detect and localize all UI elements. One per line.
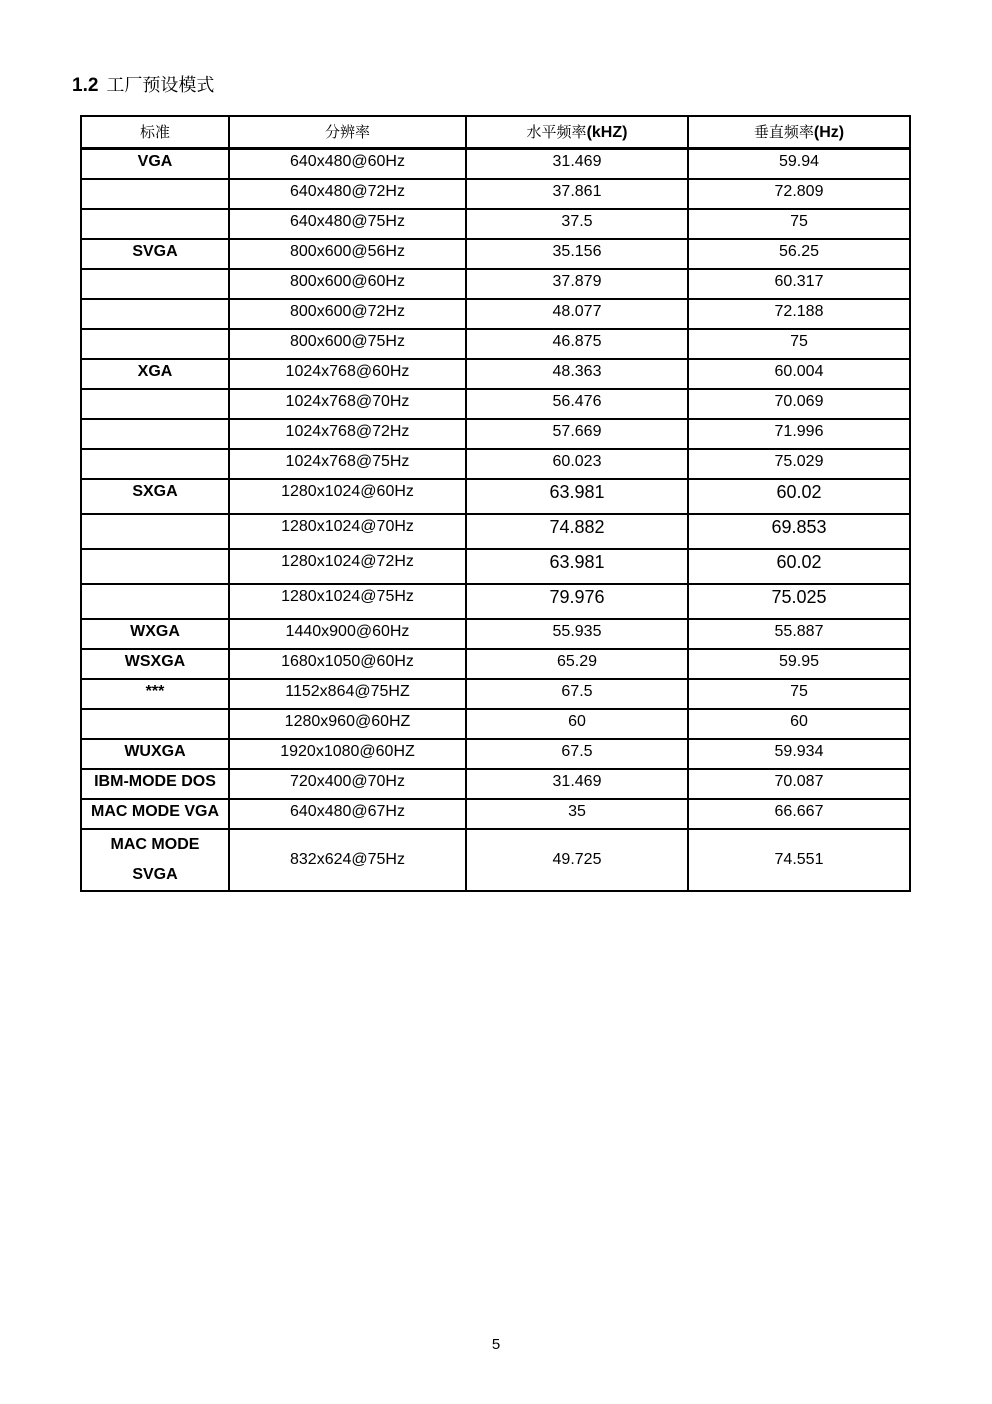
cell-vertical-frequency: 72.188 bbox=[688, 299, 910, 329]
table-row bbox=[81, 149, 910, 179]
cell-resolution: 720x400@70Hz bbox=[229, 769, 466, 799]
cell-horizontal-frequency: 67.5 bbox=[466, 739, 688, 769]
cell-resolution: 800x600@60Hz bbox=[229, 269, 466, 299]
cell-vertical-frequency: 59.94 bbox=[688, 149, 910, 179]
header-hfreq-text: 水平频率 bbox=[526, 122, 587, 141]
table-row bbox=[81, 329, 910, 359]
cell-horizontal-frequency: 55.935 bbox=[466, 619, 688, 649]
cell-standard bbox=[81, 514, 229, 549]
cell-standard bbox=[81, 709, 229, 739]
cell-horizontal-frequency: 48.363 bbox=[466, 359, 688, 389]
table-body bbox=[81, 149, 910, 891]
cell-standard bbox=[81, 419, 229, 449]
cell-resolution: 1280x1024@72Hz bbox=[229, 549, 466, 584]
cell-vertical-frequency: 70.087 bbox=[688, 769, 910, 799]
cell-vertical-frequency: 60.02 bbox=[688, 479, 910, 514]
cell-resolution: 1024x768@72Hz bbox=[229, 419, 466, 449]
cell-standard: SXGA bbox=[81, 479, 229, 514]
cell-horizontal-frequency: 31.469 bbox=[466, 769, 688, 799]
cell-standard: MAC MODE VGA bbox=[81, 799, 229, 829]
cell-standard: *** bbox=[81, 679, 229, 709]
table-row bbox=[81, 619, 910, 649]
cell-horizontal-frequency: 67.5 bbox=[466, 679, 688, 709]
cell-standard bbox=[81, 449, 229, 479]
cell-horizontal-frequency: 60 bbox=[466, 709, 688, 739]
cell-horizontal-frequency: 35 bbox=[466, 799, 688, 829]
cell-standard: SVGA bbox=[81, 239, 229, 269]
cell-resolution: 640x480@60Hz bbox=[229, 149, 466, 179]
table-row bbox=[81, 649, 910, 679]
table-row bbox=[81, 299, 910, 329]
cell-standard bbox=[81, 179, 229, 209]
header-vertical-frequency bbox=[688, 116, 910, 149]
cell-vertical-frequency: 75 bbox=[688, 329, 910, 359]
table-row bbox=[81, 479, 910, 514]
cell-vertical-frequency: 66.667 bbox=[688, 799, 910, 829]
preset-modes-table bbox=[80, 115, 911, 892]
cell-vertical-frequency: 60 bbox=[688, 709, 910, 739]
cell-horizontal-frequency: 74.882 bbox=[466, 514, 688, 549]
cell-vertical-frequency: 60.02 bbox=[688, 549, 910, 584]
header-standard: 标准 bbox=[81, 116, 229, 149]
cell-horizontal-frequency: 48.077 bbox=[466, 299, 688, 329]
cell-standard: WUXGA bbox=[81, 739, 229, 769]
header-horizontal-frequency bbox=[466, 116, 688, 149]
table-row bbox=[81, 709, 910, 739]
header-vfreq-unit: (Hz) bbox=[813, 123, 845, 141]
cell-vertical-frequency: 75 bbox=[688, 209, 910, 239]
cell-horizontal-frequency: 35.156 bbox=[466, 239, 688, 269]
cell-standard: WXGA bbox=[81, 619, 229, 649]
cell-horizontal-frequency: 63.981 bbox=[466, 479, 688, 514]
section-title: 工厂预设模式 bbox=[106, 75, 215, 96]
cell-vertical-frequency: 75 bbox=[688, 679, 910, 709]
cell-vertical-frequency: 60.317 bbox=[688, 269, 910, 299]
cell-standard bbox=[81, 209, 229, 239]
cell-vertical-frequency: 75.029 bbox=[688, 449, 910, 479]
table-row bbox=[81, 419, 910, 449]
cell-vertical-frequency: 59.95 bbox=[688, 649, 910, 679]
cell-vertical-frequency: 59.934 bbox=[688, 739, 910, 769]
cell-resolution: 640x480@72Hz bbox=[229, 179, 466, 209]
cell-resolution: 1680x1050@60Hz bbox=[229, 649, 466, 679]
table-row bbox=[81, 269, 910, 299]
section-heading bbox=[72, 74, 214, 98]
cell-standard bbox=[81, 549, 229, 584]
cell-standard bbox=[81, 584, 229, 619]
table-row bbox=[81, 179, 910, 209]
cell-horizontal-frequency: 56.476 bbox=[466, 389, 688, 419]
cell-standard bbox=[81, 829, 229, 891]
standard-line-2: SVGA bbox=[132, 865, 178, 883]
cell-standard bbox=[81, 389, 229, 419]
cell-resolution: 1280x1024@60Hz bbox=[229, 479, 466, 514]
table-row bbox=[81, 389, 910, 419]
table-row bbox=[81, 449, 910, 479]
table-header-row bbox=[81, 116, 910, 149]
cell-vertical-frequency: 69.853 bbox=[688, 514, 910, 549]
table-row bbox=[81, 739, 910, 769]
cell-resolution: 832x624@75Hz bbox=[229, 829, 466, 891]
header-resolution: 分辨率 bbox=[229, 116, 466, 149]
cell-standard: WSXGA bbox=[81, 649, 229, 679]
cell-horizontal-frequency: 79.976 bbox=[466, 584, 688, 619]
cell-horizontal-frequency: 37.879 bbox=[466, 269, 688, 299]
cell-standard bbox=[81, 269, 229, 299]
table-row bbox=[81, 514, 910, 549]
cell-horizontal-frequency: 60.023 bbox=[466, 449, 688, 479]
cell-vertical-frequency: 56.25 bbox=[688, 239, 910, 269]
cell-vertical-frequency: 71.996 bbox=[688, 419, 910, 449]
table-row bbox=[81, 239, 910, 269]
table-row bbox=[81, 359, 910, 389]
cell-resolution: 640x480@75Hz bbox=[229, 209, 466, 239]
standard-line-1: MAC MODE bbox=[110, 835, 200, 853]
table-row bbox=[81, 829, 910, 891]
cell-resolution: 800x600@56Hz bbox=[229, 239, 466, 269]
table-row bbox=[81, 584, 910, 619]
cell-resolution: 1440x900@60Hz bbox=[229, 619, 466, 649]
cell-horizontal-frequency: 37.5 bbox=[466, 209, 688, 239]
cell-vertical-frequency: 75.025 bbox=[688, 584, 910, 619]
cell-resolution: 1024x768@75Hz bbox=[229, 449, 466, 479]
cell-standard bbox=[81, 329, 229, 359]
cell-vertical-frequency: 72.809 bbox=[688, 179, 910, 209]
cell-resolution: 640x480@67Hz bbox=[229, 799, 466, 829]
page-number: 5 bbox=[491, 1336, 501, 1353]
cell-resolution: 1152x864@75HZ bbox=[229, 679, 466, 709]
table-row bbox=[81, 549, 910, 584]
cell-resolution: 1280x1024@75Hz bbox=[229, 584, 466, 619]
cell-standard: XGA bbox=[81, 359, 229, 389]
cell-vertical-frequency: 60.004 bbox=[688, 359, 910, 389]
cell-resolution: 1280x960@60HZ bbox=[229, 709, 466, 739]
cell-horizontal-frequency: 57.669 bbox=[466, 419, 688, 449]
cell-standard bbox=[81, 299, 229, 329]
cell-vertical-frequency: 74.551 bbox=[688, 829, 910, 891]
table-row bbox=[81, 799, 910, 829]
cell-resolution: 1024x768@70Hz bbox=[229, 389, 466, 419]
cell-horizontal-frequency: 37.861 bbox=[466, 179, 688, 209]
cell-resolution: 800x600@75Hz bbox=[229, 329, 466, 359]
cell-resolution: 1024x768@60Hz bbox=[229, 359, 466, 389]
cell-resolution: 1280x1024@70Hz bbox=[229, 514, 466, 549]
cell-standard: IBM-MODE DOS bbox=[81, 769, 229, 799]
cell-resolution: 1920x1080@60HZ bbox=[229, 739, 466, 769]
header-vfreq-text: 垂直频率 bbox=[753, 122, 814, 141]
cell-horizontal-frequency: 49.725 bbox=[466, 829, 688, 891]
cell-horizontal-frequency: 65.29 bbox=[466, 649, 688, 679]
table-row bbox=[81, 769, 910, 799]
cell-horizontal-frequency: 63.981 bbox=[466, 549, 688, 584]
cell-vertical-frequency: 55.887 bbox=[688, 619, 910, 649]
cell-horizontal-frequency: 31.469 bbox=[466, 149, 688, 179]
cell-horizontal-frequency: 46.875 bbox=[466, 329, 688, 359]
cell-vertical-frequency: 70.069 bbox=[688, 389, 910, 419]
table-row bbox=[81, 209, 910, 239]
cell-standard: VGA bbox=[81, 149, 229, 179]
header-hfreq-unit: (kHZ) bbox=[586, 123, 628, 141]
section-number: 1.2 bbox=[72, 75, 99, 96]
table-row bbox=[81, 679, 910, 709]
cell-resolution: 800x600@72Hz bbox=[229, 299, 466, 329]
